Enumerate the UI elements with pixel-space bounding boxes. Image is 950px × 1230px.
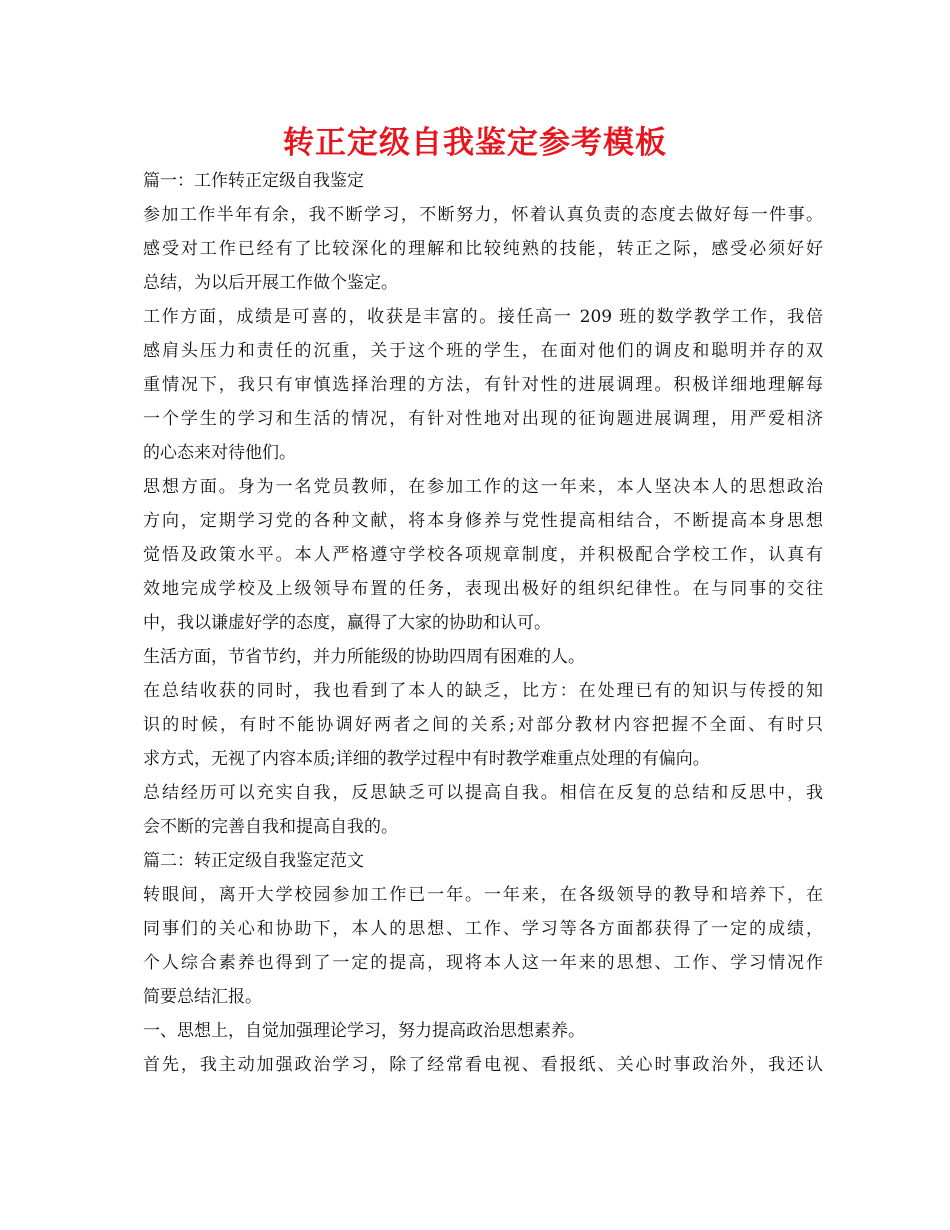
body-text-line: 简要总结汇报。 (143, 987, 262, 1007)
body-text-line: 在总结收获的同时，我也看到了本人的缺乏，比方：在处理已有的知识与传授的知 (143, 681, 823, 701)
body-text-line: 会不断的完善自我和提高自我的。 (143, 817, 398, 837)
body-text-line: 个人综合素养也得到了一定的提高，现将本人这一年来的思想、工作、学习情况作 (143, 953, 823, 973)
body-text-line: 感肩头压力和责任的沉重，关于这个班的学生，在面对他们的调皮和聪明并存的双 (143, 341, 823, 361)
body-text-line: 思想方面。身为一名党员教师，在参加工作的这一年来，本人坚决本人的思想政治 (143, 477, 823, 497)
body-text-line: 一、思想上，自觉加强理论学习，努力提高政治思想素养。 (143, 1021, 585, 1041)
body-text-line: 重情况下，我只有审慎选择治理的方法，有针对性的进展调理。积极详细地理解每 (143, 375, 823, 395)
body-text-line: 中，我以谦虚好学的态度，赢得了大家的协助和认可。 (143, 613, 551, 633)
body-text-line: 工作方面，成绩是可喜的，收获是丰富的。接任高一 209 班的数学教学工作，我倍 (143, 307, 823, 327)
body-text-line: 求方式，无视了内容本质;详细的教学过程中有时教学难重点处理的有偏向。 (143, 749, 710, 769)
document-title: 转正定级自我鉴定参考模板 (283, 125, 667, 161)
body-text-line: 参加工作半年有余，我不断学习，不断努力，怀着认真负责的态度去做好每一件事。 (143, 205, 823, 225)
body-text-line: 识的时候，有时不能协调好两者之间的关系;对部分教材内容把握不全面、有时只 (143, 715, 823, 735)
body-text-line: 生活方面，节省节约，并力所能级的协助四周有困难的人。 (143, 647, 585, 667)
body-text-line: 方向，定期学习党的各种文献，将本身修养与党性提高相结合，不断提高本身思想 (143, 511, 823, 531)
document-body (143, 164, 823, 1082)
body-text-line: 觉悟及政策水平。本人严格遵守学校各项规章制度，并积极配合学校工作，认真有 (143, 545, 823, 565)
body-text-line: 一个学生的学习和生活的情况，有针对性地对出现的征询题进展调理，用严爱相济 (143, 409, 823, 429)
body-text-line: 同事们的关心和协助下，本人的思想、工作、学习等各方面都获得了一定的成绩， (143, 919, 823, 939)
body-text-line: 总结经历可以充实自我，反思缺乏可以提高自我。相信在反复的总结和反思中，我 (143, 783, 823, 803)
body-text-line: 首先，我主动加强政治学习，除了经常看电视、看报纸、关心时事政治外，我还认 (143, 1055, 823, 1075)
body-text-line: 篇一：工作转正定级自我鉴定 (143, 171, 364, 191)
body-text-line: 篇二：转正定级自我鉴定范文 (143, 851, 364, 871)
body-text-line: 转眼间，离开大学校园参加工作已一年。一年来，在各级领导的教导和培养下，在 (143, 885, 823, 905)
body-text-line: 感受对工作已经有了比较深化的理解和比较纯熟的技能，转正之际，感受必须好好 (143, 239, 823, 259)
body-text-line: 总结，为以后开展工作做个鉴定。 (143, 273, 398, 293)
body-text-line: 效地完成学校及上级领导布置的任务，表现出极好的组织纪律性。在与同事的交往 (143, 579, 823, 599)
body-text-line: 的心态来对待他们。 (143, 443, 296, 463)
